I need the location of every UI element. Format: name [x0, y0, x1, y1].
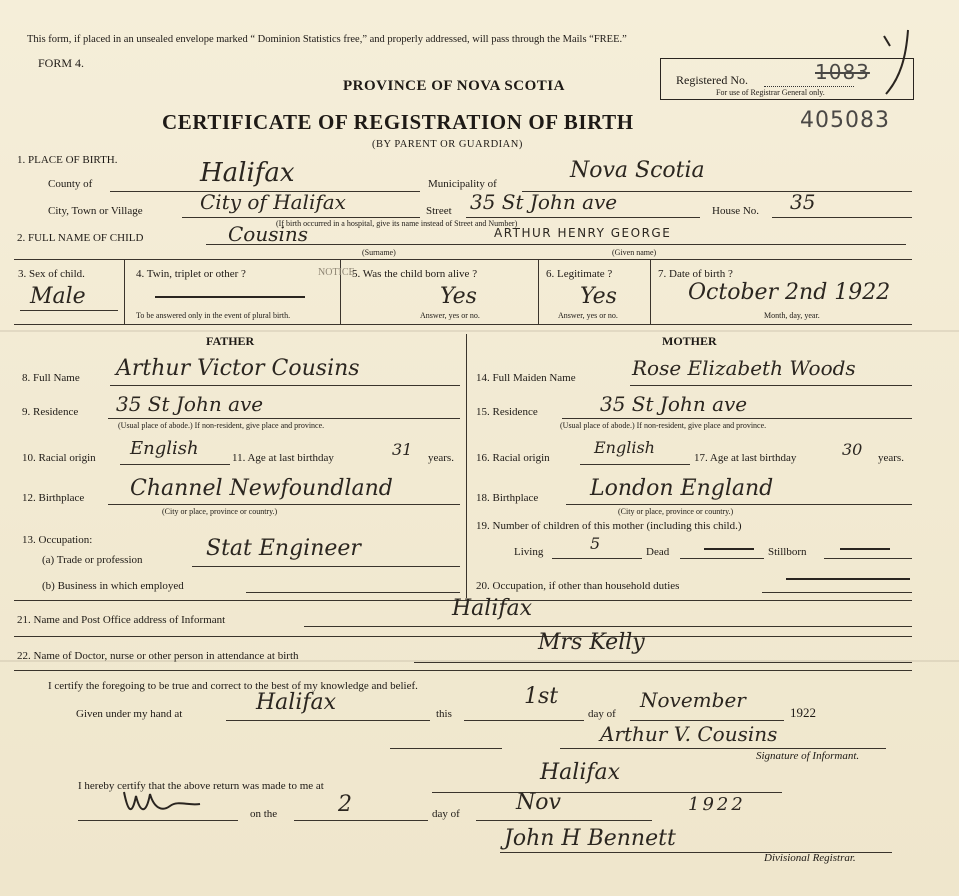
- notice-ghost: NOTICE: [318, 267, 355, 278]
- mother-residence-value: 35 St John ave: [600, 392, 748, 416]
- twin-label: 4. Twin, triplet or other ?: [136, 268, 246, 280]
- registrar-signature: John H Bennett: [504, 826, 676, 851]
- child-surname: Cousins: [228, 222, 309, 246]
- mother-living-label: Living: [514, 546, 544, 558]
- mother-residence-caption: (Usual place of abode.) If non-resident, give place and province.: [560, 421, 767, 430]
- mother-residence-label: 15. Residence: [476, 406, 538, 418]
- check-mark-icon: [878, 28, 926, 98]
- legitimate-value: Yes: [580, 284, 617, 309]
- father-residence-caption: (Usual place of abode.) If non-resident, give place and province.: [118, 421, 325, 430]
- paper-crease: [0, 330, 959, 332]
- mother-children-label: 19. Number of children of this mother (including this child.): [476, 520, 742, 532]
- mother-birthplace-caption: (City or place, province or country.): [618, 507, 734, 516]
- registrar-initials-mark: [118, 782, 214, 822]
- mother-occupation-dash: [786, 578, 910, 580]
- alive-value: Yes: [440, 284, 477, 309]
- father-racial-label: 10. Racial origin: [22, 452, 96, 464]
- child-name-label: 2. FULL NAME OF CHILD: [17, 232, 144, 244]
- county-value: Halifax: [200, 158, 295, 188]
- father-heading: FATHER: [206, 334, 255, 348]
- mother-age-value: 30: [842, 440, 863, 459]
- certificate-title: CERTIFICATE OF REGISTRATION OF BIRTH: [162, 110, 634, 134]
- dob-value: October 2nd 1922: [688, 280, 891, 305]
- house-label: House No.: [712, 205, 760, 217]
- father-years-label: years.: [428, 452, 454, 464]
- registrar-year: 1922: [688, 794, 746, 815]
- registrar-caption: Divisional Registrar.: [764, 852, 856, 864]
- father-occupation-label: 13. Occupation:: [22, 534, 93, 546]
- mother-stillborn-dash: [840, 548, 890, 550]
- city-value: City of Halifax: [200, 190, 346, 214]
- registrar-note: For use of Registrar General only.: [716, 88, 825, 97]
- registered-label: Registered No.: [676, 73, 748, 87]
- mother-name-value: Rose Elizabeth Woods: [632, 356, 856, 380]
- father-name-value: Arthur Victor Cousins: [116, 356, 360, 381]
- mother-occupation-label: 20. Occupation, if other than household duties: [476, 580, 680, 592]
- twin-value-dash: [155, 296, 305, 298]
- this-label: this: [436, 708, 452, 720]
- mother-racial-value: English: [594, 438, 655, 457]
- form-number: FORM 4.: [38, 56, 85, 70]
- municipality-label: Municipality of: [428, 178, 497, 190]
- father-birthplace-label: 12. Birthplace: [22, 492, 85, 504]
- given-caption: (Given name): [612, 248, 657, 257]
- sex-value: Male: [30, 284, 86, 309]
- registrar-month: Nov: [516, 790, 561, 815]
- given-month: November: [640, 688, 746, 712]
- father-age-value: 31: [392, 440, 413, 459]
- registrar-day: 2: [338, 792, 352, 817]
- mail-notice: This form, if placed in an unsealed envelope marked “ Dominion Statistics free,” and properly addressed, will pass through the Mails “FREE.”: [27, 34, 627, 45]
- father-age-label: 11. Age at last birthday: [232, 452, 334, 464]
- father-residence-label: 9. Residence: [22, 406, 79, 418]
- house-value: 35: [790, 190, 816, 214]
- given-year: 1922: [790, 705, 816, 720]
- registered-number: 1083: [815, 60, 870, 84]
- child-given-name: ARTHUR HENRY GEORGE: [494, 226, 672, 240]
- alive-label: 5. Was the child born alive ?: [352, 268, 478, 280]
- twin-caption: To be answered only in the event of plural birth.: [136, 311, 291, 320]
- father-residence-value: 35 St John ave: [116, 392, 264, 416]
- mother-birthplace-value: London England: [590, 476, 774, 501]
- informant-label: 21. Name and Post Office address of Informant: [17, 614, 226, 626]
- father-trade-label: (a) Trade or profession: [42, 554, 143, 566]
- registrar-statement: I hereby certify that the above return was made to me at: [78, 780, 324, 792]
- doctor-label: 22. Name of Doctor, nurse or other person in attendance at birth: [17, 650, 299, 662]
- mother-birthplace-label: 18. Birthplace: [476, 492, 539, 504]
- stamped-number: 405083: [800, 108, 890, 133]
- street-label: Street: [426, 205, 452, 217]
- mother-age-label: 17. Age at last birthday: [694, 452, 797, 464]
- province-heading: PROVINCE OF NOVA SCOTIA: [343, 78, 565, 94]
- mother-dead-label: Dead: [646, 546, 670, 558]
- father-trade-value: Stat Engineer: [206, 536, 361, 561]
- signature-caption: Signature of Informant.: [756, 750, 860, 762]
- doctor-value: Mrs Kelly: [538, 630, 645, 655]
- given-day-of-label: day of: [588, 708, 616, 720]
- registered-line: [764, 86, 854, 87]
- father-business-label: (b) Business in which employed: [42, 580, 184, 592]
- certify-statement: I certify the foregoing to be true and correct to the best of my knowledge and belief.: [48, 680, 418, 692]
- mother-dead-dash: [704, 548, 754, 550]
- father-birthplace-value: Channel Newfoundland: [130, 476, 393, 501]
- mother-name-label: 14. Full Maiden Name: [476, 372, 576, 384]
- mother-heading: MOTHER: [662, 334, 717, 348]
- registrar-on-the-label: on the: [250, 808, 278, 820]
- registrar-day-of-label: day of: [432, 808, 460, 820]
- given-day: 1st: [524, 684, 559, 709]
- mother-stillborn-label: Stillborn: [768, 546, 807, 558]
- given-place: Halifax: [256, 690, 337, 715]
- dob-label: 7. Date of birth ?: [658, 268, 733, 280]
- father-racial-value: English: [130, 438, 199, 459]
- alive-caption: Answer, yes or no.: [420, 311, 480, 320]
- county-label: County of: [48, 178, 93, 190]
- mother-racial-label: 16. Racial origin: [476, 452, 550, 464]
- dob-caption: Month, day, year.: [764, 311, 820, 320]
- mother-years-label: years.: [878, 452, 904, 464]
- street-value: 35 St John ave: [470, 190, 618, 214]
- municipality-value: Nova Scotia: [570, 158, 705, 183]
- hospital-note: (If birth occurred in a hospital, give its name instead of Street and Number): [276, 219, 518, 228]
- surname-caption: (Surname): [362, 248, 396, 257]
- informant-value: Halifax: [452, 596, 533, 621]
- legitimate-caption: Answer, yes or no.: [558, 311, 618, 320]
- father-birthplace-caption: (City or place, province or country.): [162, 507, 278, 516]
- place-of-birth-label: 1. PLACE OF BIRTH.: [17, 154, 118, 166]
- father-name-label: 8. Full Name: [22, 372, 80, 384]
- city-label: City, Town or Village: [48, 205, 143, 217]
- mother-living-value: 5: [590, 534, 601, 553]
- sex-label: 3. Sex of child.: [18, 268, 85, 280]
- registrar-place: Halifax: [540, 760, 621, 785]
- given-label: Given under my hand at: [76, 708, 183, 720]
- informant-signature: Arthur V. Cousins: [600, 722, 778, 746]
- certificate-subtitle: (BY PARENT OR GUARDIAN): [372, 139, 523, 150]
- legitimate-label: 6. Legitimate ?: [546, 268, 613, 280]
